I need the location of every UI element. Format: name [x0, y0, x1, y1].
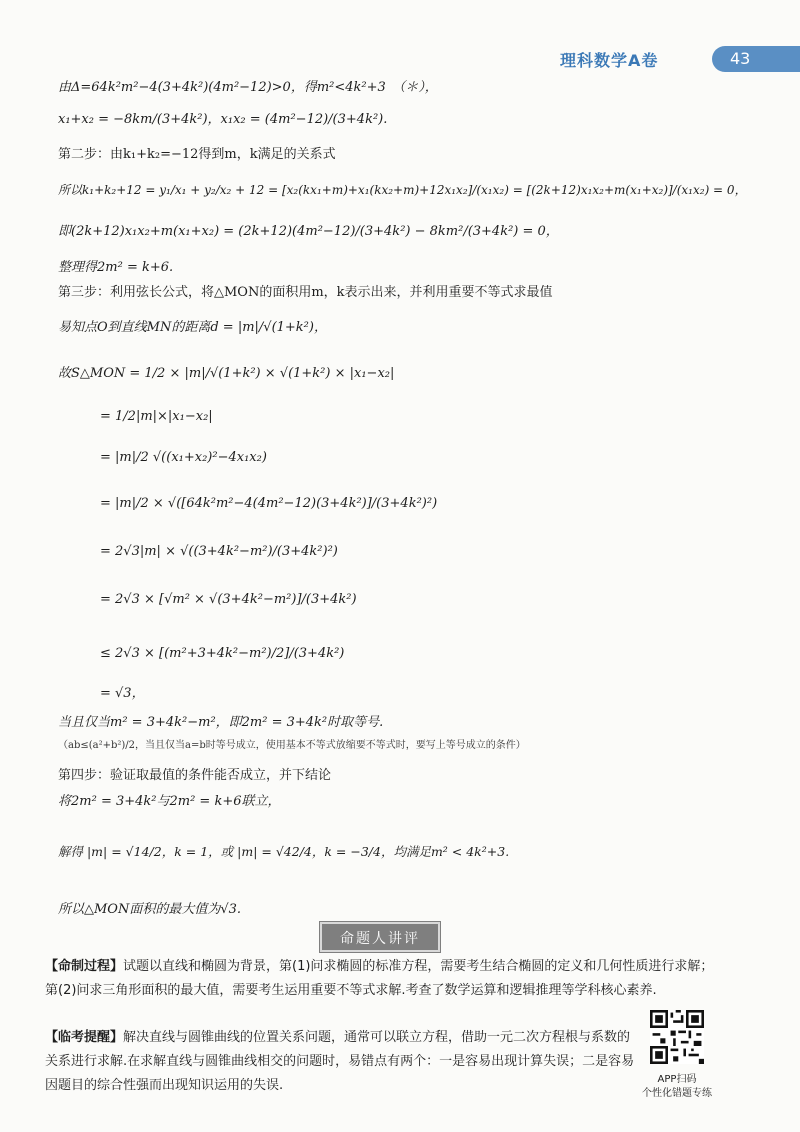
solution-line-1: 由Δ=64k²m²−4(3+4k²)(4m²−12)>0，得m²<4k²+3 （＊）， — [58, 80, 438, 95]
solution-line-9: 故S△MON = 1/2 × |m|/√(1+k²) × √(1+k²) × |x₁−x₂| — [58, 366, 395, 381]
solution-line-14: = 2√3 × [√m² × √(3+4k²−m²)]/(3+4k²) — [100, 592, 357, 607]
solution-line-20: 解得 |m| = √14/2，k = 1，或 |m| = √42/4，k = −3/4，均满足m² < 4k²+3. — [58, 844, 510, 859]
step-4-heading: 第四步：验证取最值的条件能否成立，并下结论 — [58, 768, 332, 783]
solution-line-21: 所以△MON面积的最大值为√3. — [58, 902, 242, 917]
solution-line-15: ≤ 2√3 × [(m²+3+4k²−m²)/2]/(3+4k²) — [100, 646, 345, 661]
comment-process-text: 试题以直线和椭圆为背景，第(1)问求椭圆的标准方程，需要考生结合椭圆的定义和几何性质进行求解；第(2)问求三角形面积的最大值，需要考生运用重要不等式求解.考查了数学运算和逻辑推理等学科核心素养. — [45, 959, 714, 998]
solution-line-10: = 1/2|m|×|x₁−x₂| — [100, 409, 213, 424]
solution-line-16: = √3， — [100, 686, 145, 701]
solution-line-2: x₁+x₂ = −8km/(3+4k²)，x₁x₂ = (4m²−12)/(3+4k²). — [58, 112, 388, 127]
page-header — [560, 44, 800, 74]
inequality-note: （ab≤(a²+b²)/2，当且仅当a=b时等号成立，使用基本不等式放缩要不等式时，要写上等号成立的条件） — [58, 740, 526, 751]
section-banner-text: 命题人讲评 — [340, 931, 420, 947]
header-title: 理科数学A卷 — [560, 51, 659, 70]
step-3-heading: 第三步：利用弦长公式，将△MON的面积用m，k表示出来，并利用重要不等式求最值 — [58, 285, 553, 300]
page-number: 43 — [730, 49, 751, 68]
solution-line-4: 所以k₁+k₂+12 = y₁/x₁ + y₂/x₂ + 12 = [x₂(kx₁+m)+x₁(kx₂+m)+12x₁x₂]/(x₁x₂) = [(2k+12)x₁x₂+m(x₁+x₂)]/(x₁x₂) = 0， — [58, 183, 747, 197]
comment-process-label: 【命制过程】 — [45, 959, 124, 974]
solution-line-5: 即(2k+12)x₁x₂+m(x₁+x₂) = (2k+12)(4m²−12)/(3+4k²) − 8km²/(3+4k²) = 0， — [58, 224, 559, 239]
solution-line-13: = 2√3|m| × √((3+4k²−m²)/(3+4k²)²) — [100, 544, 338, 559]
qr-caption-1: APP扫码 — [657, 1074, 697, 1085]
comment-reminder — [45, 1026, 637, 1098]
comment-process — [45, 955, 717, 1003]
solution-line-17: 当且仅当m² = 3+4k²−m²，即2m² = 3+4k²时取等号. — [58, 715, 384, 730]
solution-line-8: 易知点O到直线MN的距离d = |m|/√(1+k²)， — [58, 320, 327, 335]
section-banner — [320, 922, 440, 952]
solution-line-19: 将2m² = 3+4k²与2m² = k+6联立， — [58, 794, 281, 809]
comment-reminder-text: 解决直线与圆锥曲线的位置关系问题，通常可以联立方程，借助一元二次方程根与系数的关系进行求解.在求解直线与圆锥曲线相交的问题时，易错点有两个：一是容易出现计算失误；二是容易因题目的综合性强而出现知识运用的失误. — [45, 1030, 635, 1093]
comment-reminder-label: 【临考提醒】 — [45, 1030, 124, 1045]
solution-line-12: = |m|/2 × √([64k²m²−4(4m²−12)(3+4k²)]/(3+4k²)²) — [100, 496, 438, 511]
qr-caption-2: 个性化错题专练 — [642, 1088, 712, 1099]
page-number-tab — [712, 46, 800, 72]
step-2-heading: 第二步：由k₁+k₂=−12得到m，k满足的关系式 — [58, 147, 336, 162]
qr-code-icon[interactable] — [650, 1010, 704, 1064]
solution-line-11: = |m|/2 √((x₁+x₂)²−4x₁x₂) — [100, 450, 267, 465]
solution-line-6: 整理得2m² = k+6. — [58, 260, 174, 275]
